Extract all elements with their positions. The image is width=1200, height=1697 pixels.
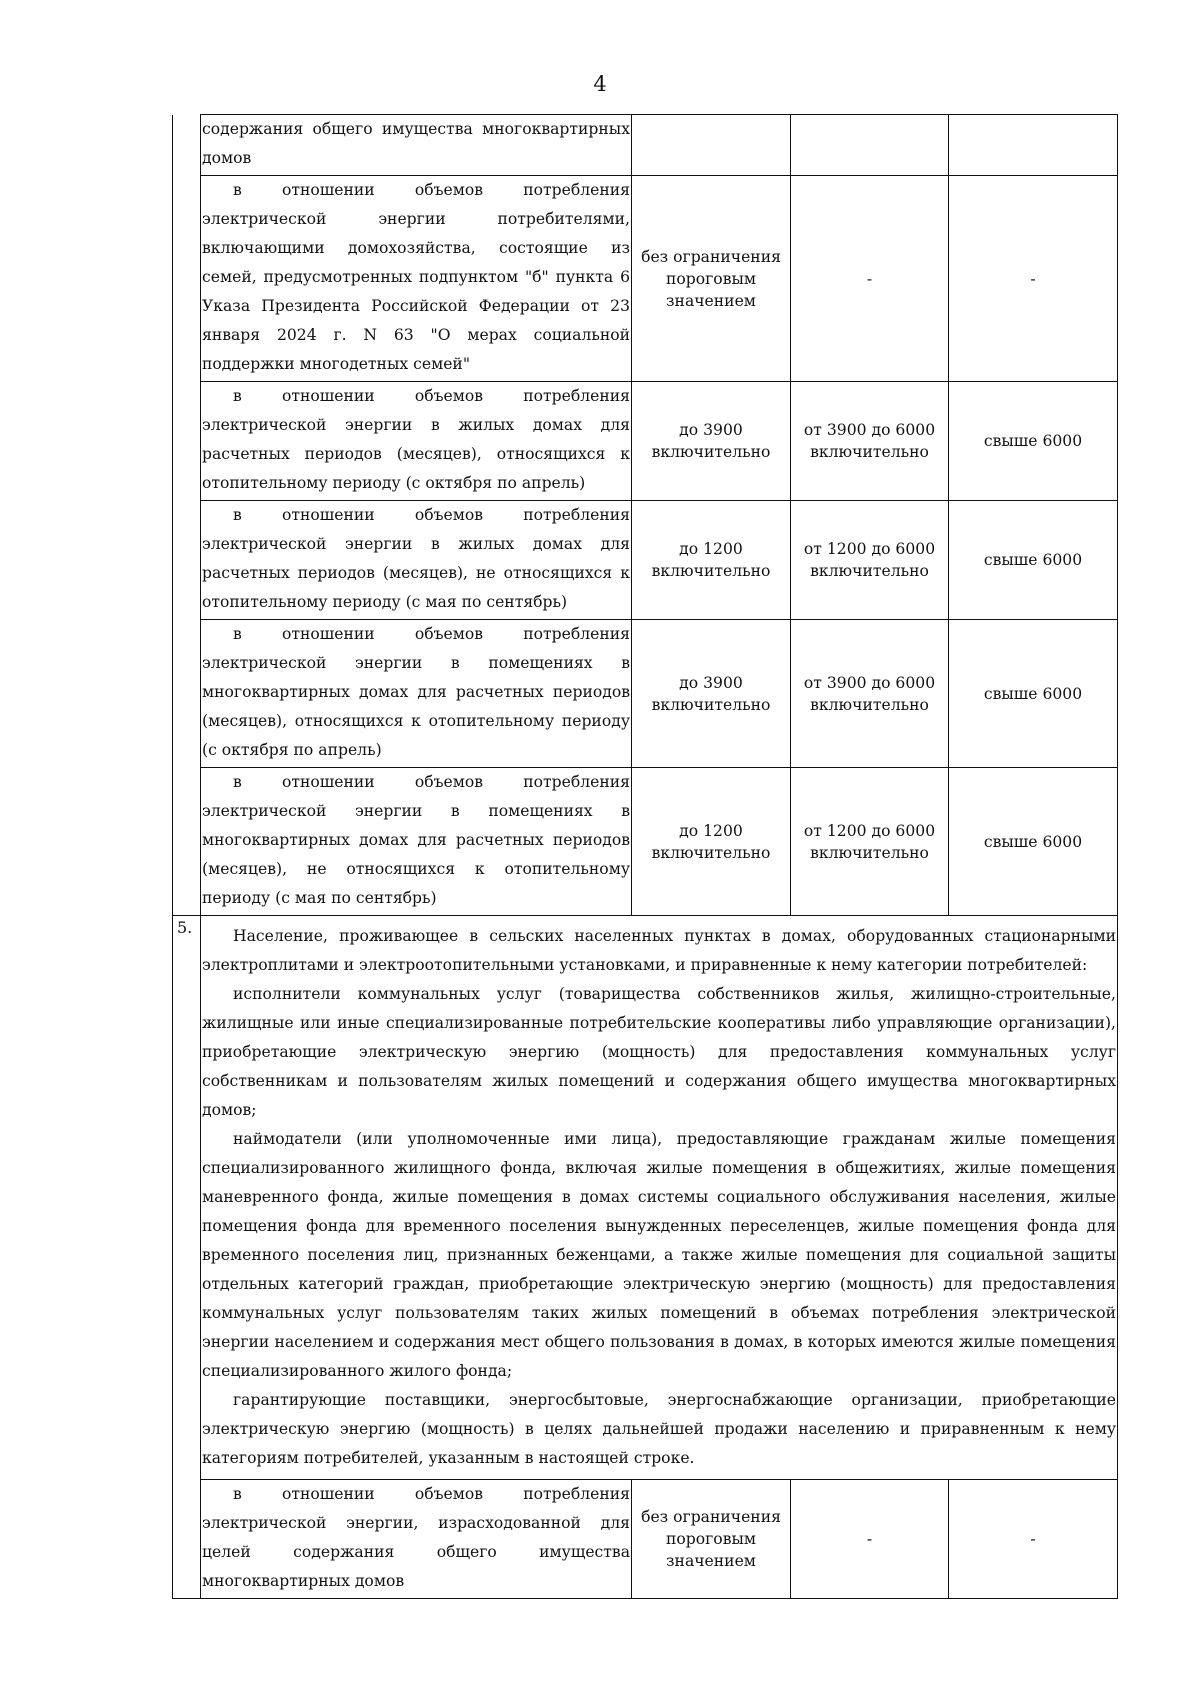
row-description	[201, 176, 632, 382]
table-row	[173, 768, 1118, 916]
threshold-3: свыше 6000	[949, 620, 1118, 768]
threshold-1: до 3900 включительно	[632, 620, 791, 768]
section-5-paragraph: Население, проживающее в сельских населенных пунктах в домах, оборудованных стационарными электроплитами и электроотопительными установками, и приравненные к нему категории потребителей:	[202, 927, 1116, 974]
tariff-table	[172, 114, 1118, 1599]
row-description-text: содержания общего имущества многоквартирных домов	[202, 120, 630, 167]
threshold-1: без ограничения пороговым значением	[632, 1480, 791, 1599]
table-row	[173, 115, 1118, 176]
row-description	[201, 620, 632, 768]
threshold-2	[791, 115, 949, 176]
row-description	[201, 1480, 632, 1599]
row-description	[201, 768, 632, 916]
row-description-text: в отношении объемов потребления электрической энергии в жилых домах для расчетных периодов (месяцев), относящихся к отопительному периоду (с октября по апрель)	[202, 387, 630, 492]
threshold-2: -	[791, 1480, 949, 1599]
threshold-2: от 1200 до 6000 включительно	[791, 768, 949, 916]
threshold-1: до 3900 включительно	[632, 382, 791, 501]
row-description	[201, 501, 632, 620]
threshold-3: свыше 6000	[949, 382, 1118, 501]
row-description-text: в отношении объемов потребления электрической энергии в жилых домах для расчетных периодов (месяцев), не относящихся к отопительному периоду (с мая по сентябрь)	[202, 506, 630, 611]
threshold-1: до 1200 включительно	[632, 768, 791, 916]
threshold-3: -	[949, 176, 1118, 382]
table-row	[173, 501, 1118, 620]
row-number: 5.	[173, 916, 201, 1599]
row-number-cell	[173, 115, 201, 916]
page-number: 4	[593, 72, 607, 96]
table-row	[173, 382, 1118, 501]
section-5-description	[201, 916, 1118, 1480]
threshold-3	[949, 115, 1118, 176]
threshold-2: от 3900 до 6000 включительно	[791, 620, 949, 768]
row-description-text: в отношении объемов потребления электрической энергии, израсходованной для целей содержания общего имущества многоквартирных домов	[202, 1485, 630, 1590]
threshold-1	[632, 115, 791, 176]
row-description-text: в отношении объемов потребления электрической энергии потребителями, включающими домохозяйства, состоящие из семей, предусмотренных подпунктом "б" пункта 6 Указа Президента Российской Федерации от 23 января 2024 г. N 63 "О мерах социальной поддержки многодетных семей"	[202, 181, 630, 373]
section-5-paragraph: наймодатели (или уполномоченные ими лица), предоставляющие гражданам жилые помещения специализированного жилищного фонда, включая жилые помещения в общежитиях, жилые помещения маневренного фонда, жилые помещения в домах системы социального обслуживания населения, жилые помещения фонда для временного поселения вынужденных переселенцев, жилые помещения фонда для временного поселения лиц, признанных беженцами, а также жилые помещения для социальной защиты отдельных категорий граждан, приобретающие электрическую энергию (мощность) для предоставления коммунальных услуг пользователям таких жилых помещений в объемах потребления электрической энергии населением и содержания мест общего пользования в домах, в которых имеются жилые помещения специализированного жилого фонда;	[202, 1130, 1116, 1380]
threshold-2: от 3900 до 6000 включительно	[791, 382, 949, 501]
row-description	[201, 115, 632, 176]
table-row	[173, 176, 1118, 382]
row-description	[201, 382, 632, 501]
section-5-paragraph: исполнители коммунальных услуг (товарищества собственников жилья, жилищно-строительные, жилищные или иные специализированные потребительские кооперативы либо управляющие организации), приобретающие электрическую энергию (мощность) для предоставления коммунальных услуг собственникам и пользователям жилых помещений и содержания общего имущества многоквартирных домов;	[202, 985, 1116, 1119]
section-5-paragraph: гарантирующие поставщики, энергосбытовые, энергоснабжающие организации, приобретающие электрическую энергию (мощность) в целях дальнейшей продажи населению и приравненным к нему категориям потребителей, указанным в настоящей строке.	[202, 1391, 1116, 1467]
threshold-2: -	[791, 176, 949, 382]
threshold-3: свыше 6000	[949, 501, 1118, 620]
row-description-text: в отношении объемов потребления электрической энергии в помещениях в многоквартирных домах для расчетных периодов (месяцев), не относящихся к отопительному периоду (с мая по сентябрь)	[202, 773, 630, 907]
section-5-header-row	[173, 916, 1118, 1480]
threshold-1: до 1200 включительно	[632, 501, 791, 620]
table-row	[173, 620, 1118, 768]
row-description-text: в отношении объемов потребления электрической энергии в помещениях в многоквартирных домах для расчетных периодов (месяцев), относящихся к отопительному периоду (с октября по апрель)	[202, 625, 630, 759]
threshold-3: свыше 6000	[949, 768, 1118, 916]
threshold-3: -	[949, 1480, 1118, 1599]
threshold-1: без ограничения пороговым значением	[632, 176, 791, 382]
table-row	[173, 1480, 1118, 1599]
threshold-2: от 1200 до 6000 включительно	[791, 501, 949, 620]
